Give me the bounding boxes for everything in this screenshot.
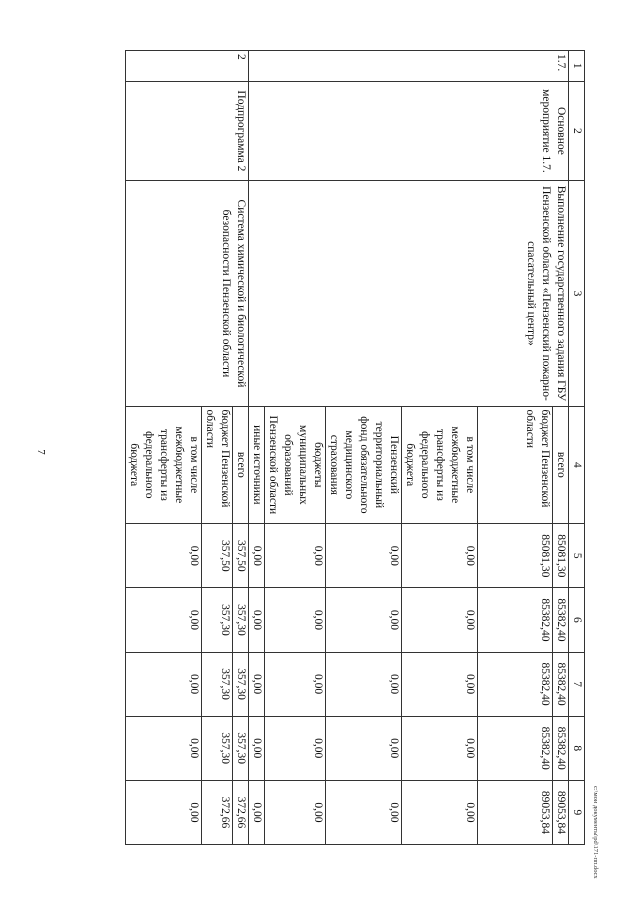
value-cell: 0,00: [249, 716, 265, 780]
header-cell: 4: [569, 406, 585, 524]
value-cell: 0,00: [126, 652, 202, 716]
value-cell: 372,66: [233, 780, 249, 844]
value-cell: 85382,40: [553, 716, 569, 780]
value-cell: 0,00: [326, 524, 402, 588]
value-cell: 0,00: [249, 524, 265, 588]
row-name: Основное мероприятие 1.7.: [249, 81, 569, 181]
value-cell: 85382,40: [553, 652, 569, 716]
budget-table: [125, 50, 585, 845]
value-cell: 0,00: [326, 780, 402, 844]
header-cell: 3: [569, 181, 585, 406]
value-cell: 357,30: [233, 716, 249, 780]
table-row: [553, 51, 569, 845]
value-cell: 0,00: [402, 524, 478, 588]
value-cell: 85081,30: [553, 524, 569, 588]
value-cell: 0,00: [402, 780, 478, 844]
value-cell: 0,00: [249, 652, 265, 716]
value-cell: 0,00: [126, 588, 202, 652]
header-row: [569, 51, 585, 845]
header-cell: 1: [569, 51, 585, 82]
value-cell: 357,30: [233, 588, 249, 652]
value-cell: 0,00: [265, 716, 326, 780]
footer-path-text: c:\мои документы\pd\171-пп.docx: [592, 786, 599, 879]
source-cell: в том числе межбюджетные трансферты из федерального бюджета: [126, 406, 202, 524]
value-cell: 357,30: [233, 652, 249, 716]
value-cell: 357,50: [202, 524, 233, 588]
value-cell: 0,00: [402, 652, 478, 716]
source-cell: бюджеты муниципальных образований Пензенской области: [265, 406, 326, 524]
table-row: [233, 51, 249, 845]
value-cell: 357,50: [233, 524, 249, 588]
source-cell: бюджет Пензенской области: [202, 406, 233, 524]
source-cell: всего: [233, 406, 249, 524]
value-cell: 357,30: [202, 588, 233, 652]
value-cell: 357,30: [202, 652, 233, 716]
row-description: Система химической и биологической безопасности Пензенской области: [126, 181, 249, 406]
header-cell: 7: [569, 652, 585, 716]
source-cell: всего: [553, 406, 569, 524]
value-cell: 0,00: [265, 588, 326, 652]
value-cell: 0,00: [402, 716, 478, 780]
header-cell: 6: [569, 588, 585, 652]
value-cell: 0,00: [265, 780, 326, 844]
source-cell: в том числе межбюджетные трансферты из федерального бюджета: [402, 406, 478, 524]
value-cell: 0,00: [326, 652, 402, 716]
value-cell: 85382,40: [553, 588, 569, 652]
value-cell: 89053,84: [553, 780, 569, 844]
page-number: 7: [34, 449, 47, 455]
source-cell: Пензенский территориальный фонд обязательного медицинского страхования: [326, 406, 402, 524]
value-cell: 89053,84: [478, 780, 553, 844]
value-cell: 0,00: [402, 588, 478, 652]
header-cell: 5: [569, 524, 585, 588]
row-number: 2: [126, 51, 249, 82]
value-cell: 0,00: [265, 524, 326, 588]
value-cell: 0,00: [326, 588, 402, 652]
value-cell: 0,00: [326, 716, 402, 780]
row-name: Подпрограмма 2: [126, 81, 249, 181]
row-number: 1.7.: [249, 51, 569, 82]
value-cell: 0,00: [265, 652, 326, 716]
value-cell: 0,00: [126, 716, 202, 780]
header-cell: 9: [569, 780, 585, 844]
value-cell: 85382,40: [478, 716, 553, 780]
value-cell: 372,66: [202, 780, 233, 844]
value-cell: 357,30: [202, 716, 233, 780]
rotated-table-wrapper: [85, 50, 585, 845]
value-cell: 0,00: [249, 588, 265, 652]
header-cell: 8: [569, 716, 585, 780]
value-cell: 85382,40: [478, 652, 553, 716]
value-cell: 85081,30: [478, 524, 553, 588]
header-cell: 2: [569, 81, 585, 181]
row-description: Выполнение государственного задания ГБУ Пензенской области «Пензенский пожарно-спасательный центр»: [249, 181, 569, 406]
value-cell: 85382,40: [478, 588, 553, 652]
value-cell: 0,00: [126, 524, 202, 588]
value-cell: 0,00: [126, 780, 202, 844]
value-cell: 0,00: [249, 780, 265, 844]
source-cell: бюджет Пензенской области: [478, 406, 553, 524]
source-cell: иные источники: [249, 406, 265, 524]
